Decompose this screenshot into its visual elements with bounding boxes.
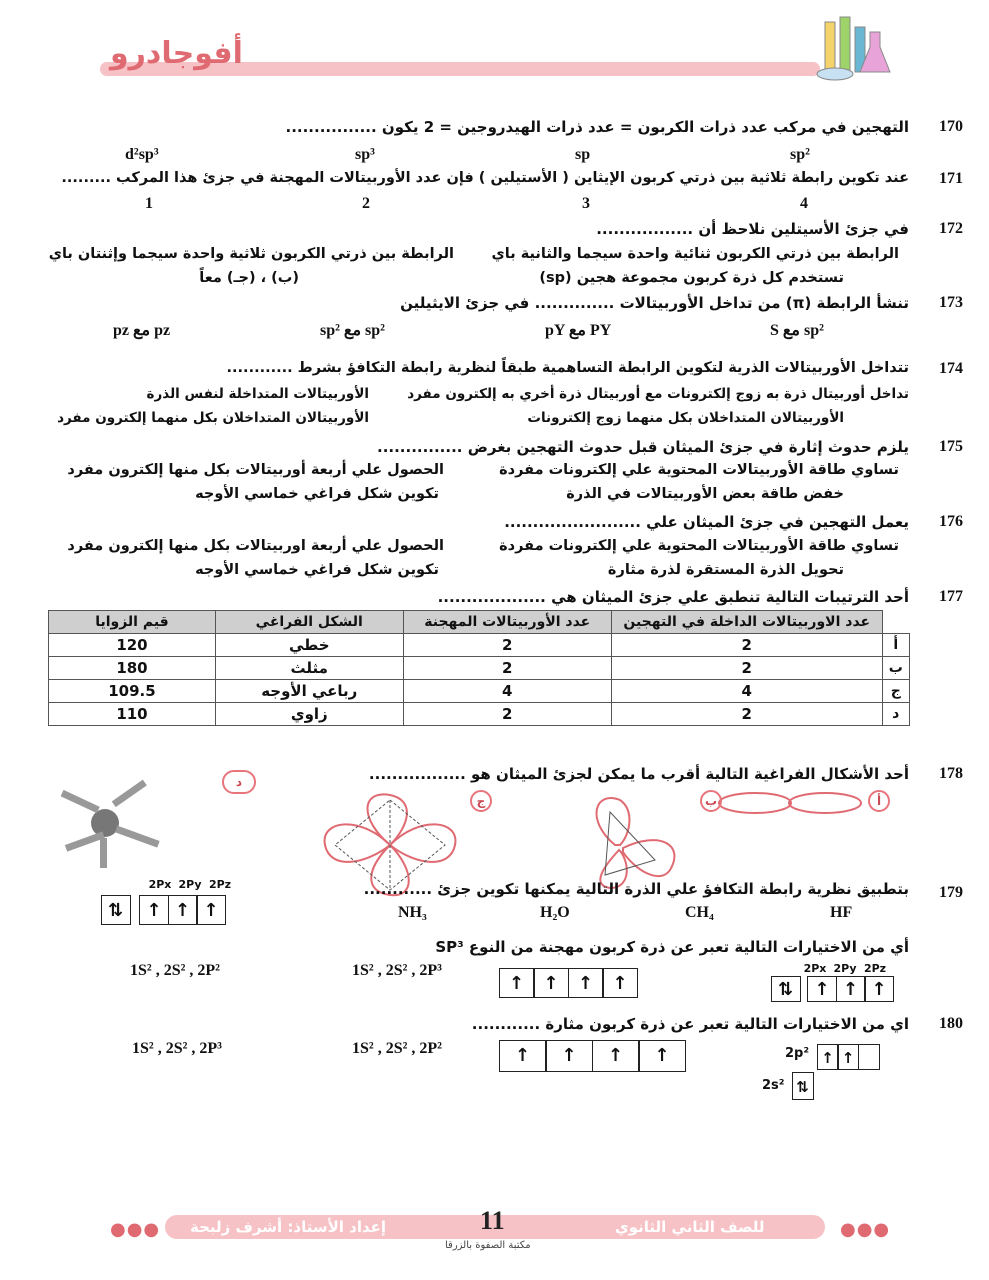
option: الرابطة بين ذرتي الكربون ثلاثية واحدة سيجما وإثنتان باي	[48, 246, 454, 262]
table-row	[49, 703, 910, 726]
table-cell: 110	[49, 703, 216, 726]
table-row	[49, 657, 910, 680]
orbital-cell: ↑	[817, 1044, 839, 1070]
table-header: قيم الزوايا	[49, 611, 216, 634]
molecule-model-image	[45, 778, 170, 868]
table-cell: زاوي	[215, 703, 403, 726]
question-text: أي من الاختيارات التالية تعبر عن ذرة كربون مهجنة من النوع SP³	[435, 938, 909, 956]
orbital-cell: ↑	[837, 1044, 859, 1070]
table-header: عدد الاوربيتالات الداخلة في التهجين	[611, 611, 882, 634]
orbital-cell: ↑	[139, 895, 169, 925]
orbital-label-pz: 2Pz	[863, 962, 887, 975]
option: 1S² , 2S² , 2P³	[132, 1040, 222, 1057]
question-number: 170	[939, 118, 963, 135]
question-number: 175	[939, 438, 963, 455]
orbital-cell: ↑	[568, 968, 604, 998]
option: sp² مع sp²	[320, 322, 385, 339]
option: تساوي طاقة الأوربيتالات المحتوية علي إلكترونات مفردة	[499, 462, 899, 478]
table-cell: 4	[403, 680, 611, 703]
question-number: 178	[939, 765, 963, 782]
option: الأوربيتالان المتداخلان بكل منهما إلكترون مفرد	[57, 410, 369, 426]
orbital-cell-s: ⇅	[792, 1072, 814, 1100]
option: CH₄	[685, 904, 714, 921]
question-number: 177	[939, 588, 963, 605]
footer-dots-left: ●●●	[110, 1219, 161, 1240]
orbital-cell: ↑	[168, 895, 198, 925]
option: الأوربيتالات المتداخلة لنفس الذرة	[146, 386, 369, 402]
question-text: اي من الاختيارات التالية تعبر عن ذرة كربون مثارة ............	[471, 1015, 909, 1033]
table-header: الشكل الفراغي	[215, 611, 403, 634]
question-number: 171	[939, 170, 963, 187]
option-letter-b: ب	[700, 790, 722, 812]
question-number: 172	[939, 220, 963, 237]
option: 1S² , 2S² , 2P²	[352, 1040, 442, 1057]
orbital-labels	[145, 878, 235, 891]
footer-dots-right: ●●●	[840, 1219, 891, 1240]
question-number: 173	[939, 294, 963, 311]
orbital-cell: ↑	[602, 968, 638, 998]
option: 3	[582, 195, 590, 212]
option: الرابطة بين ذرتي الكربون ثنائية واحدة سيجما والثانية باي	[491, 246, 899, 262]
trigonal-orbital-shape	[575, 790, 685, 890]
orbital-cell: ↑	[864, 976, 894, 1002]
table-cell: 2	[403, 657, 611, 680]
option: تحويل الذرة المستقرة لذرة مثارة	[607, 562, 844, 578]
row-letter: ب	[882, 657, 909, 680]
question-text: التهجين في مركب عدد ذرات الكربون = عدد ذرات الهيدروجين = 2 يكون ................	[285, 118, 909, 136]
orbital-cell: ↑	[499, 1040, 547, 1072]
option: 4	[800, 195, 808, 212]
table-cell: 2	[403, 703, 611, 726]
orbital-labels	[800, 962, 890, 975]
table-cell: 109.5	[49, 680, 216, 703]
orbital-diagram	[772, 976, 894, 1002]
option: d²sp³	[125, 146, 159, 163]
question-number: 180	[939, 1015, 963, 1032]
orbital-diagram	[500, 968, 638, 998]
option: 2	[362, 195, 370, 212]
option: تكوين شكل فراغي خماسي الأوجه	[195, 486, 439, 502]
orbital-cell: ↑	[545, 1040, 593, 1072]
header-title: أفوجادرو	[110, 36, 243, 71]
option: الأوربيتالان المتداخلان بكل منهما زوج إلكترونات	[527, 410, 844, 426]
table-cell: 2	[403, 634, 611, 657]
option: NH₃	[398, 904, 427, 921]
table-cell: خطي	[215, 634, 403, 657]
orbital-label-2s: 2s²	[762, 1078, 785, 1093]
question-number: 174	[939, 360, 963, 377]
orbital-cell: ↑	[807, 976, 837, 1002]
option: 1S² , 2S² , 2P³	[352, 962, 442, 979]
option: تساوي طاقة الأوربيتالات المحتوية علي إلكترونات مفردة	[499, 538, 899, 554]
orbital-cell-s: ⇅	[771, 976, 801, 1002]
option: الحصول علي أربعة اوربيتالات بكل منها إلكترون مفرد	[67, 538, 444, 554]
option: sp	[575, 146, 591, 163]
option: pY مع PY	[545, 322, 612, 339]
orbital-label-pz: 2Pz	[208, 878, 232, 891]
option: sp³	[355, 146, 375, 163]
row-letter: أ	[882, 634, 909, 657]
question-text: يعمل التهجين في جزئ الميثان علي ........................	[504, 513, 909, 531]
orbital-label-py: 2Py	[833, 962, 857, 975]
table-cell: 120	[49, 634, 216, 657]
option: H₂O	[540, 904, 570, 921]
option: تكوين شكل فراغي خماسي الأوجه	[195, 562, 439, 578]
table-cell: رباعي الأوجه	[215, 680, 403, 703]
table-cell: 4	[611, 680, 882, 703]
orbital-cell: ↑	[499, 968, 535, 998]
option-letter-c: ج	[470, 790, 492, 812]
table-cell: 2	[611, 657, 882, 680]
table-cell: 2	[611, 634, 882, 657]
question-text: عند تكوين رابطة ثلاثية بين ذرتي كربون الإيثاين ( الأستيلين ) فإن عدد الأوربيتالات المهجنة في جزئ هذا المركب .........	[61, 170, 909, 186]
footer-teacher: إعداد الأستاذ: أشرف زلبحة	[190, 1218, 387, 1236]
question-text: أحد الأشكال الفراغية التالية أقرب ما يمكن لجزئ الميثان هو .................	[368, 765, 909, 783]
library-name: مكتبة الصفوة بالزرقا	[445, 1240, 531, 1251]
arrangement-table	[48, 610, 910, 726]
option: S مع sp²	[770, 322, 824, 339]
table-header-row	[49, 611, 910, 634]
option-letter-d: د	[222, 770, 256, 794]
row-letter: د	[882, 703, 909, 726]
option-letter-a: أ	[868, 790, 890, 812]
orbital-diagram-2s	[793, 1072, 814, 1100]
orbital-label-px: 2Px	[148, 878, 172, 891]
table-row	[49, 634, 910, 657]
question-text: بتطبيق نظرية رابطة التكافؤ علي الذرة التالية يمكنها تكوين جزئ ............	[363, 880, 909, 898]
table-header: عدد الأوربيتالات المهجنة	[403, 611, 611, 634]
footer-grade: للصف الثاني الثانوي	[615, 1218, 765, 1236]
orbital-label-2p: 2p²	[785, 1046, 810, 1061]
orbital-diagram-2p	[818, 1044, 880, 1070]
option: 1	[145, 195, 153, 212]
question-text: أحد الترتيبات التالية تنطبق علي جزئ الميثان هي ...................	[437, 588, 909, 606]
question-text: يلزم حدوث إثارة في جزئ الميثان قبل حدوث التهجين بغرض ...............	[377, 438, 909, 456]
table-cell: 2	[611, 703, 882, 726]
orbital-cell: ↑	[196, 895, 226, 925]
question-number: 179	[939, 884, 963, 901]
orbital-label-py: 2Py	[178, 878, 202, 891]
page-number: 11	[480, 1206, 505, 1235]
orbital-label-px: 2Px	[803, 962, 827, 975]
question-text: في جزئ الأسيتلين نلاحظ أن .................	[596, 220, 909, 238]
option: الحصول علي أربعة أوربيتالات بكل منها إلكترون مفرد	[67, 462, 444, 478]
flask-icon	[815, 12, 895, 82]
option: 1S² , 2S² , 2P²	[130, 962, 220, 979]
table-cell: مثلث	[215, 657, 403, 680]
orbital-cell: ↑	[836, 976, 866, 1002]
orbital-cell: ↑	[638, 1040, 686, 1072]
table-row	[49, 680, 910, 703]
table-cell: 180	[49, 657, 216, 680]
linear-orbital-shape	[715, 790, 865, 816]
orbital-diagram	[500, 1040, 686, 1072]
option: تستخدم كل ذرة كربون مجموعة هجين (sp)	[539, 270, 844, 286]
row-letter: ج	[882, 680, 909, 703]
orbital-cell: ↑	[592, 1040, 640, 1072]
orbital-diagram	[102, 895, 226, 925]
option: pz مع pz	[113, 322, 171, 339]
option: HF	[830, 904, 853, 921]
option: sp²	[790, 146, 810, 163]
orbital-cell-s: ⇅	[101, 895, 131, 925]
orbital-cell	[858, 1044, 880, 1070]
question-number: 176	[939, 513, 963, 530]
question-text: تتداخل الأوربيتالات الذرية لتكوين الرابطة التساهمية طبقاً لنظرية رابطة التكافؤ بشرط ............	[226, 360, 909, 376]
orbital-cell: ↑	[533, 968, 569, 998]
option: تداخل أوربيتال ذرة به زوج إلكترونات مع أوربيتال ذرة أخري به إلكترون مفرد	[407, 386, 909, 402]
question-text: تنشأ الرابطة (π) من تداخل الأوربيتالات .............. في جزئ الايثيلين	[400, 294, 909, 312]
option: خفض طاقة بعض الأوربيتالات في الذرة	[566, 486, 844, 502]
option: (ب) ، (جـ) معاً	[199, 270, 299, 286]
